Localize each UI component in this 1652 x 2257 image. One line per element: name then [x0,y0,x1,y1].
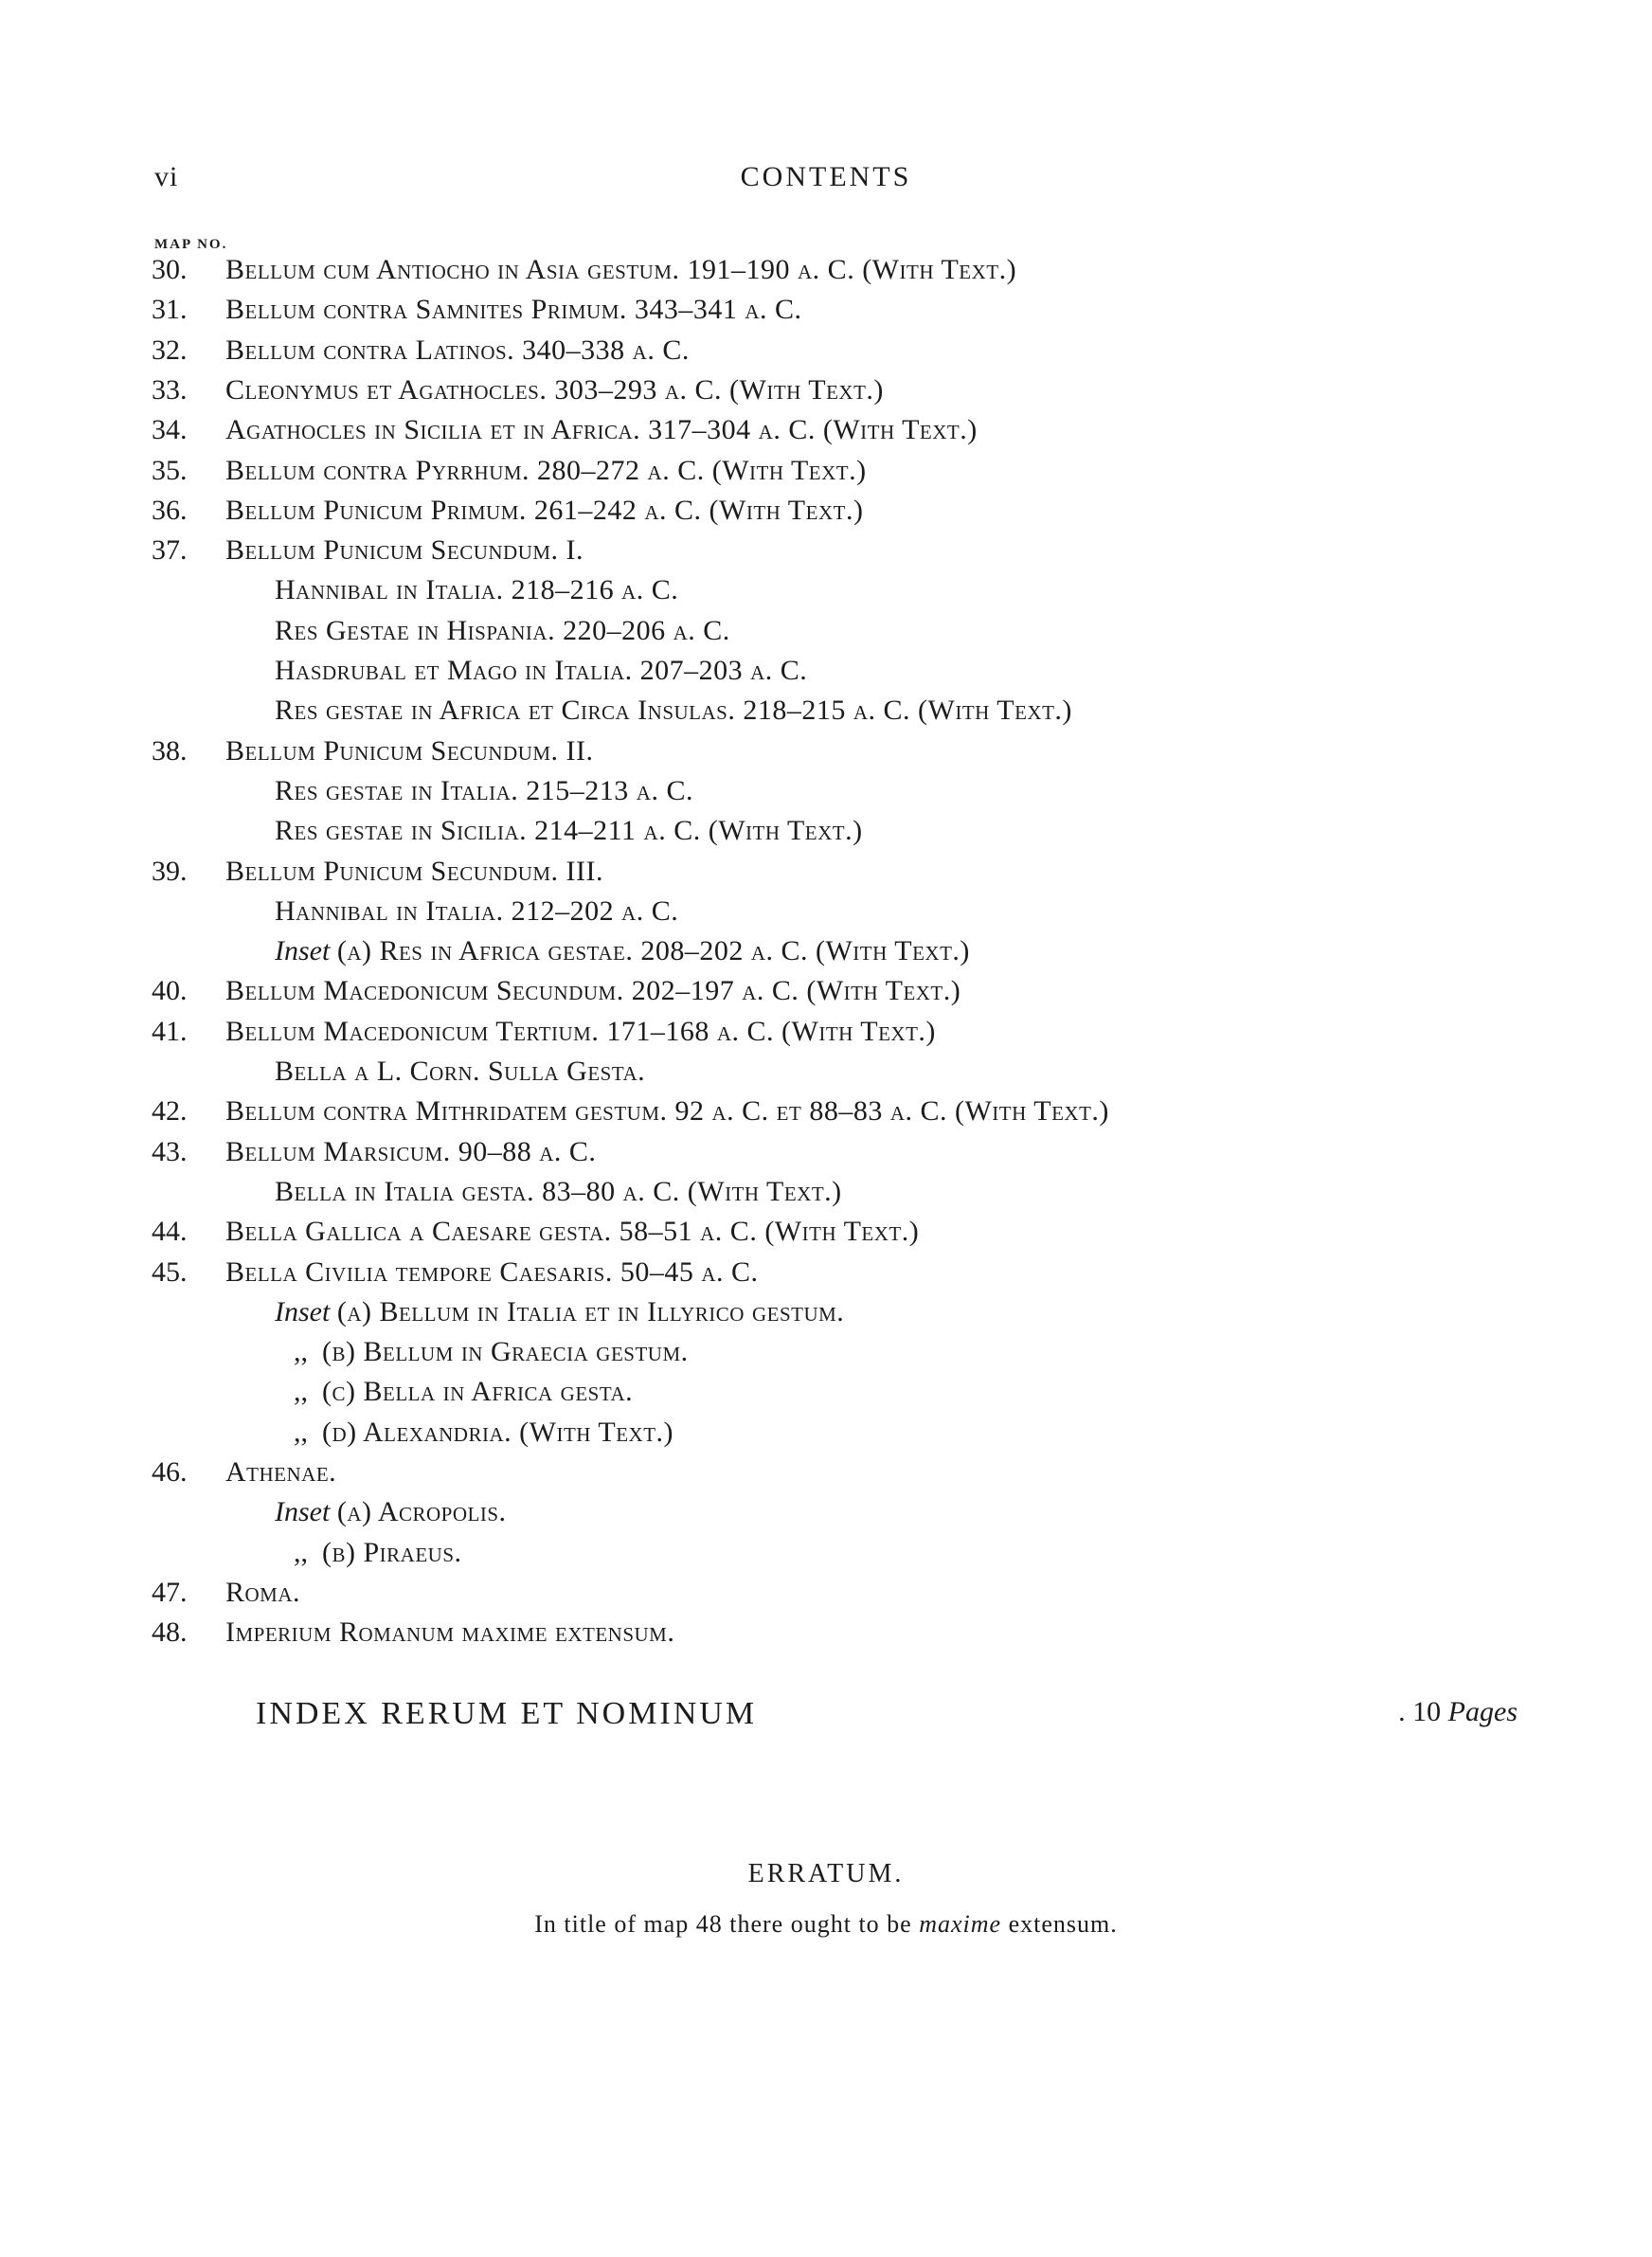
map-number: 37. [152,534,188,567]
map-number: 36. [152,494,188,526]
map-subtitle: Hannibal in Italia. 212–202 a. C. [275,894,679,927]
inset-title: (d) Alexandria. (With Text.) [322,1416,674,1448]
map-number: 35. [152,454,188,486]
inset-title: (a) Bellum in Italia et in Illyrico gestum. [336,1295,845,1327]
map-title: Bellum Punicum Secundum. II. [225,734,594,767]
erratum-text-italic: maxime [919,1910,1002,1938]
map-title: Cleonymus et Agathocles. 303–293 a. C. (With Text.) [225,373,884,406]
map-number: 39. [152,855,188,887]
map-title: Roma. [225,1576,301,1608]
map-title: Bellum contra Samnites Primum. 343–341 a. C. [225,294,802,326]
map-title: Bellum Macedonicum Tertium. 171–168 a. C. (With Text.) [225,1015,936,1047]
map-subtitle: Hannibal in Italia. 218–216 a. C. [275,574,679,606]
map-number: 44. [152,1216,188,1248]
ditto-mark: ,, [294,1536,308,1568]
map-subtitle: Bella a L. Corn. Sulla Gesta. [275,1056,646,1087]
index-heading: INDEX RERUM ET NOMINUM [256,1696,758,1731]
map-title: Bellum Punicum Secundum. I. [225,534,584,567]
inset-title: (c) Bella in Africa gesta. [322,1376,634,1408]
map-number: 32. [152,334,188,366]
map-subtitle: Hasdrubal et Mago in Italia. 207–203 a. C. [275,655,808,686]
map-number: 34. [152,414,188,446]
erratum-text [0,1910,1652,1939]
map-title: Bellum Punicum Secundum. III. [225,855,604,887]
map-number: 45. [152,1255,188,1288]
map-number: 43. [152,1135,188,1167]
map-number-column-label: MAP NO. [154,237,228,252]
index-pages-number: . 10 [1398,1696,1442,1727]
inset-label: Inset [275,1295,331,1327]
map-title: Bella Gallica a Caesare gesta. 58–51 a. C. (With Text.) [225,1216,920,1248]
map-number: 38. [152,734,188,767]
inset-title: (a) Acropolis. [336,1496,507,1528]
index-pages-word: Pages [1447,1696,1517,1727]
map-title: Bellum Marsicum. 90–88 a. C. [225,1135,597,1167]
map-subtitle: Res gestae in Italia. 215–213 a. C. [275,774,693,806]
inset-label: Inset [275,935,331,967]
map-number: 47. [152,1576,188,1608]
index-page-count [1398,1696,1517,1728]
inset-title: (b) Bellum in Graecia gestum. [322,1336,689,1368]
map-number: 30. [152,254,188,285]
map-subtitle: Bella in Italia gesta. 83–80 a. C. (With Text.) [275,1175,842,1207]
map-number: 33. [152,373,188,406]
map-number: 46. [152,1456,188,1488]
map-title: Athenae. [225,1456,337,1488]
map-title: Bellum contra Mithridatem gestum. 92 a. C. et 88–83 a. C. (With Text.) [225,1095,1109,1128]
map-title: Bellum contra Pyrrhum. 280–272 a. C. (With Text.) [225,454,867,486]
map-number: 41. [152,1015,188,1047]
ditto-mark: ,, [294,1376,308,1408]
map-subtitle: Res Gestae in Hispania. 220–206 a. C. [275,614,730,646]
erratum-heading: ERRATUM. [747,1859,905,1888]
map-title: Bellum Punicum Primum. 261–242 a. C. (With Text.) [225,494,864,526]
map-title: Imperium Romanum maxime extensum. [225,1616,675,1649]
map-subtitle: Res gestae in Sicilia. 214–211 a. C. (With Text.) [275,815,863,847]
map-subtitle: Res gestae in Africa et Circa Insulas. 218–215 a. C. (With Text.) [275,695,1072,727]
inset-label: Inset [275,1496,331,1528]
map-title: Bellum cum Antiocho in Asia gestum. 191–190 a. C. (With Text.) [225,254,1017,285]
running-head: CONTENTS [740,161,912,192]
map-title: Bellum contra Latinos. 340–338 a. C. [225,334,690,366]
ditto-mark: ,, [294,1336,308,1368]
inset-title: (b) Piraeus. [322,1536,462,1568]
page-number: vi [154,161,179,192]
ditto-mark: ,, [294,1416,308,1448]
map-number: 48. [152,1616,188,1649]
map-title: Bella Civilia tempore Caesaris. 50–45 a. C. [225,1255,759,1288]
map-title: Bellum Macedonicum Secundum. 202–197 a. C. (With Text.) [225,975,961,1007]
map-number: 42. [152,1095,188,1128]
erratum-text-before: In title of map 48 there ought to be [534,1910,920,1938]
inset-title: (a) Res in Africa gestae. 208–202 a. C. (With Text.) [336,935,970,967]
erratum-text-after: extensum. [1001,1910,1118,1938]
map-number: 40. [152,975,188,1007]
map-number: 31. [152,294,188,326]
map-title: Agathocles in Sicilia et in Africa. 317–304 a. C. (With Text.) [225,414,978,446]
